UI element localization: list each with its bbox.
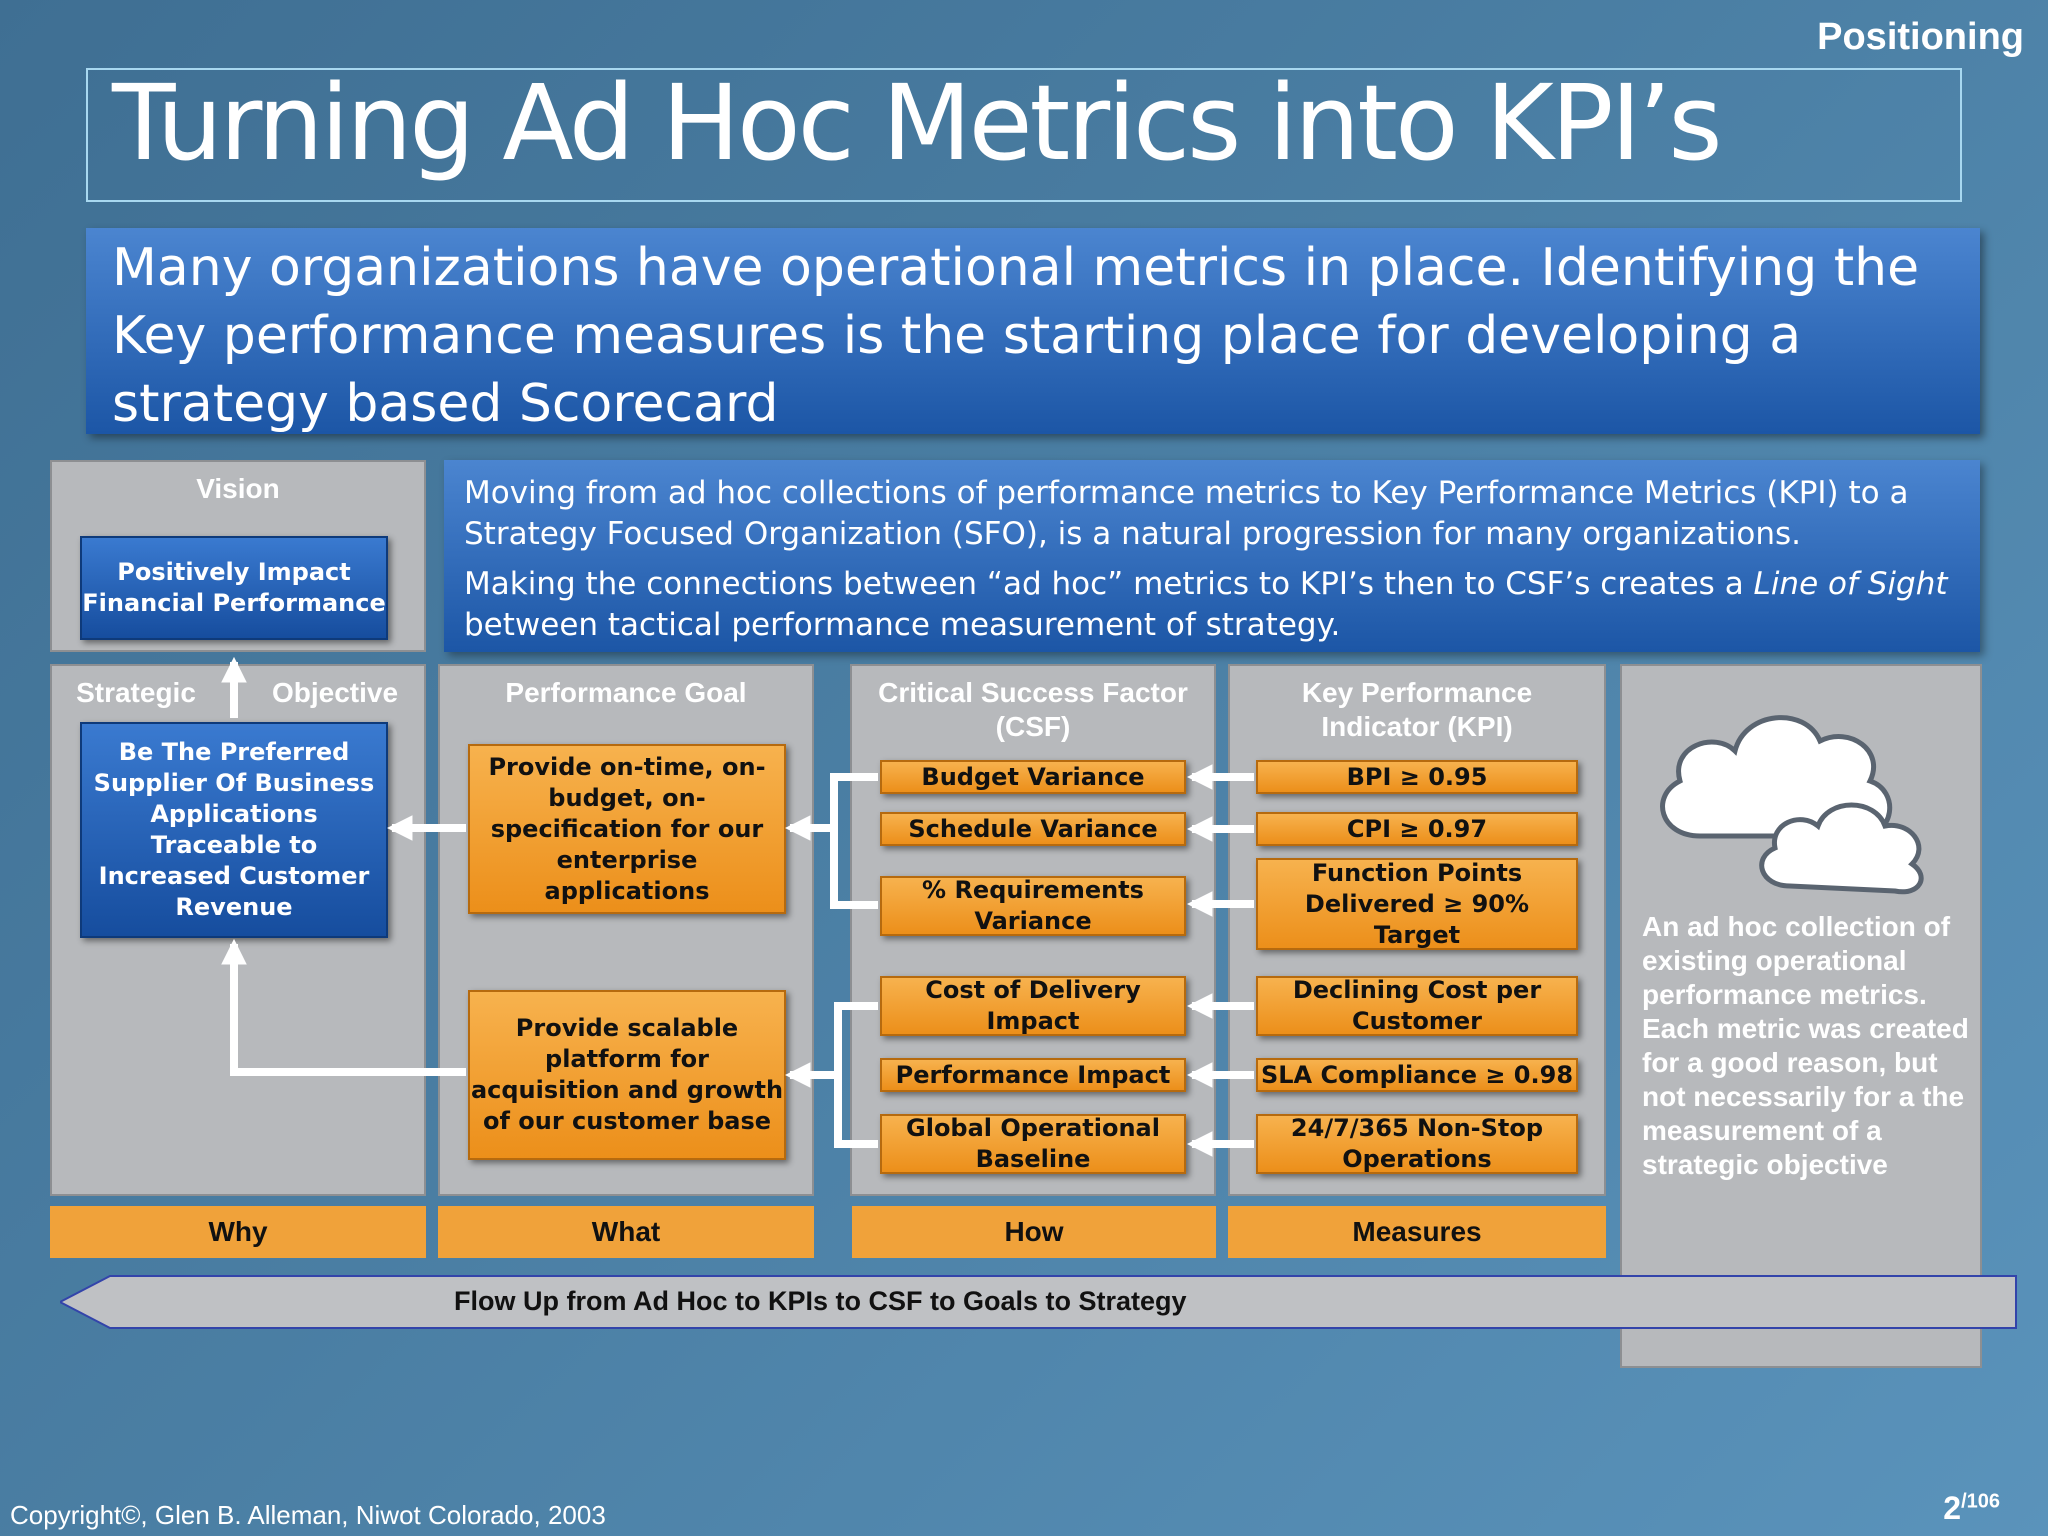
footer-measures: Measures	[1228, 1206, 1606, 1258]
footer-why: Why	[50, 1206, 426, 1258]
vision-box-text: Positively Impact Financial Performance	[82, 558, 386, 617]
csf-text-2: Schedule Variance	[908, 814, 1158, 843]
goal-text-1: Provide on-time, on-budget, on-specification for our enterprise applications	[488, 752, 766, 905]
strategic-heading-right: Objective	[271, 677, 399, 708]
flow-label: Flow Up from Ad Hoc to KPIs to CSF to Goals to Strategy	[454, 1286, 1187, 1316]
page-total: /106	[1961, 1490, 2000, 1513]
section-label: Positioning	[1817, 16, 2024, 58]
strategic-heading-left: Strategic	[76, 677, 196, 708]
csf-text-1: Budget Variance	[921, 762, 1145, 791]
intro-banner: Many organizations have operational metrics in place. Identifying the Key performance measures is the starting place for developing a strategy based Scorecard	[86, 228, 1980, 434]
csf-text-5: Performance Impact	[895, 1060, 1171, 1089]
csf-text-3: % Requirements Variance	[922, 876, 1144, 935]
note-line-1: Moving from ad hoc collections of performance metrics to Key Performance Metrics (KPI) to a Strategy Focused Organization (SFO), is a natural progression for many organizations.	[464, 475, 1909, 552]
note-line-2-emphasis: Line of Sight	[1753, 566, 1948, 602]
kpi-text-1: BPI ≥ 0.95	[1346, 762, 1488, 791]
slide-title: Turning Ad Hoc Metrics into KPI’s	[112, 62, 1720, 184]
copyright: Copyright©, Glen B. Alleman, Niwot Colorado, 2003	[10, 1500, 606, 1530]
page-current: 2	[1943, 1490, 1962, 1526]
kpi-text-6: 24/7/365 Non-Stop Operations	[1290, 1114, 1544, 1173]
goal-text-2: Provide scalable platform for acquisition and growth of our customer base	[470, 1014, 784, 1135]
csf-text-6: Global Operational Baseline	[906, 1114, 1160, 1173]
kpi-text-5: SLA Compliance ≥ 0.98	[1260, 1060, 1574, 1089]
note-line-2-post: between tactical performance measurement of strategy.	[464, 607, 1341, 643]
kpi-text-4: Declining Cost per Customer	[1292, 976, 1542, 1035]
goal-heading: Performance Goal	[505, 677, 747, 708]
kpi-heading-line-1: Key Performance	[1301, 677, 1533, 708]
adhoc-description: An ad hoc collection of existing operational performance metrics. Each metric was created for a good reason, but not necessarily for a the measurement of a strategic objective	[1642, 911, 1969, 1180]
kpi-text-3: Function Points Delivered ≥ 90% Target	[1304, 858, 1530, 949]
vision-heading: Vision	[196, 473, 280, 504]
csf-group1-bracket	[834, 777, 878, 905]
csf-heading-line-2: (CSF)	[995, 711, 1071, 742]
csf-heading-line-1: Critical Success Factor	[878, 677, 1188, 708]
footer-what: What	[438, 1206, 814, 1258]
page-number	[1943, 1490, 2000, 1527]
kpi-text-2: CPI ≥ 0.97	[1346, 814, 1488, 843]
csf-text-4: Cost of Delivery Impact	[925, 976, 1141, 1035]
strategic-objective-text: Be The Preferred Supplier Of Business Applications Traceable to Increased Customer Revenue	[93, 738, 375, 921]
csf-group2-bracket	[838, 1006, 878, 1144]
note-line-2-pre: Making the connections between “ad hoc” metrics to KPI’s then to CSF’s creates a	[464, 566, 1754, 602]
arrow-goal2-to-strategy	[234, 944, 466, 1072]
cloud-icon	[1640, 686, 1960, 906]
footer-how: How	[852, 1206, 1216, 1258]
kpi-heading-line-2: Indicator (KPI)	[1321, 711, 1513, 742]
